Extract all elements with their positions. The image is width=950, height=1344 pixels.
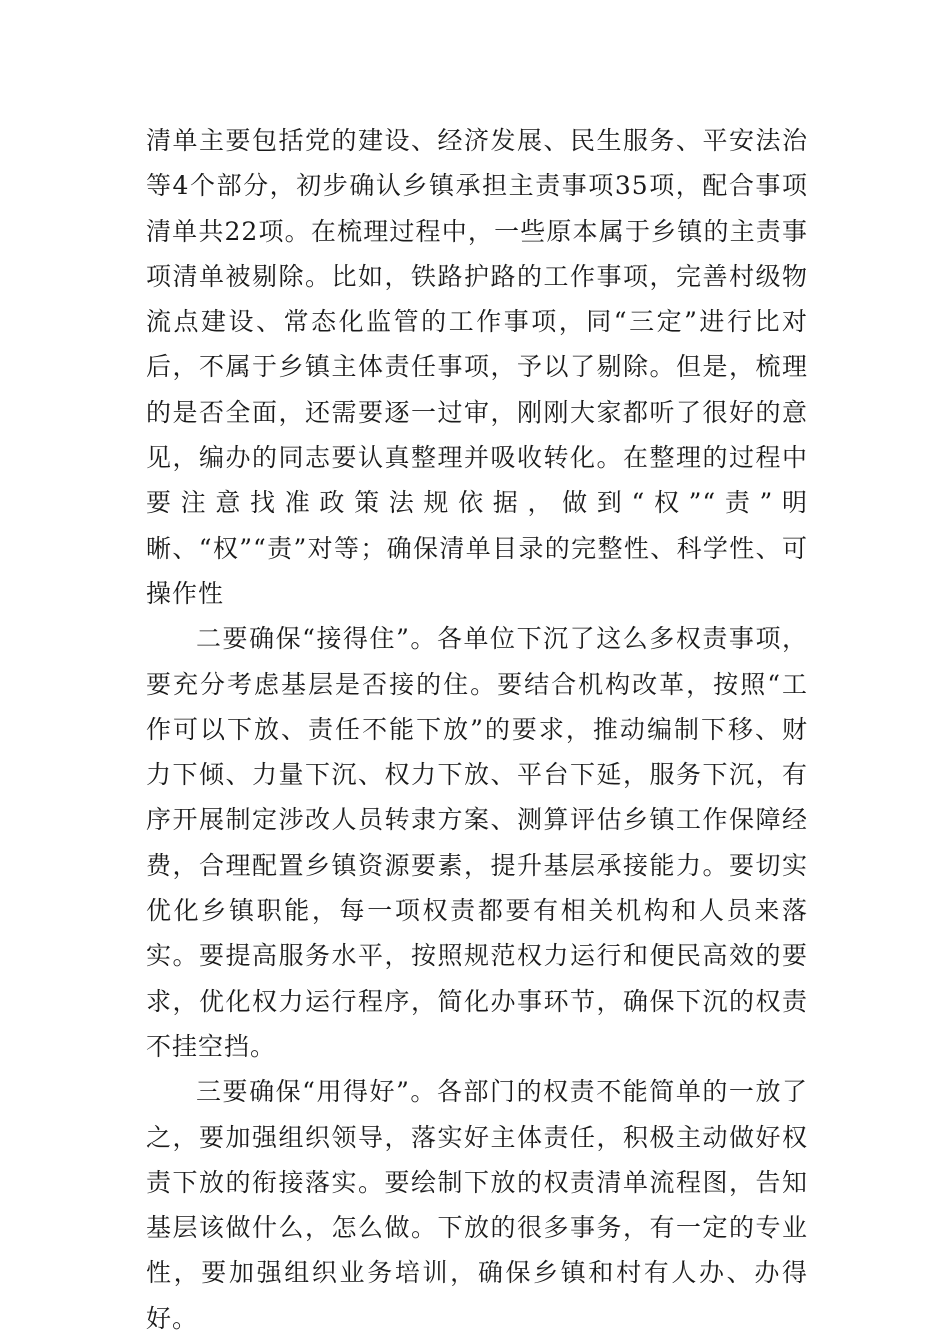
document-body bbox=[146, 118, 808, 1341]
paragraph-list-scope: 清单主要包括党的建设、经济发展、民生服务、平安法治等4个部分，初步确认乡镇承担主责事项35项，配合事项清单共22项。在梳理过程中，一些原本属于乡镇的主责事项清单被剔除。比如，铁路护路的工作事项，完善村级物流点建设、常态化监管的工作事项，同“三定”进行比对后，不属于乡镇主体责任事项，予以了剔除。但是，梳理的是否全面，还需要逐一过审，刚刚大家都听了很好的意见，编办的同志要认真整理并吸收转化。在整理的过程中要注意找准政策法规依据，做到“权”“责”明晰、“权”“责”对等；确保清单目录的完整性、科学性、可操作性 bbox=[146, 126, 808, 608]
paragraph-ensure-receive: 二要确保“接得住”。各单位下沉了这么多权责事项，要充分考虑基层是否接的住。要结合机构改革，按照“工作可以下放、责任不能下放”的要求，推动编制下移、财力下倾、力量下沉、权力下放、平台下延，服务下沉，有序开展制定涉改人员转隶方案、测算评估乡镇工作保障经费，合理配置乡镇资源要素，提升基层承接能力。要切实优化乡镇职能，每一项权责都要有相关机构和人员来落实。要提高服务水平，按照规范权力运行和便民高效的要求，优化权力运行程序，简化办事环节，确保下沉的权责不挂空挡。 bbox=[146, 624, 808, 1061]
paragraph-ensure-use: 三要确保“用得好”。各部门的权责不能简单的一放了之，要加强组织领导，落实好主体责任，积极主动做好权责下放的衔接落实。要绘制下放的权责清单流程图，告知基层该做什么，怎么做。下放的很多事务，有一定的专业性，要加强组织业务培训，确保乡镇和村有人办、办得好。 bbox=[146, 1077, 808, 1333]
